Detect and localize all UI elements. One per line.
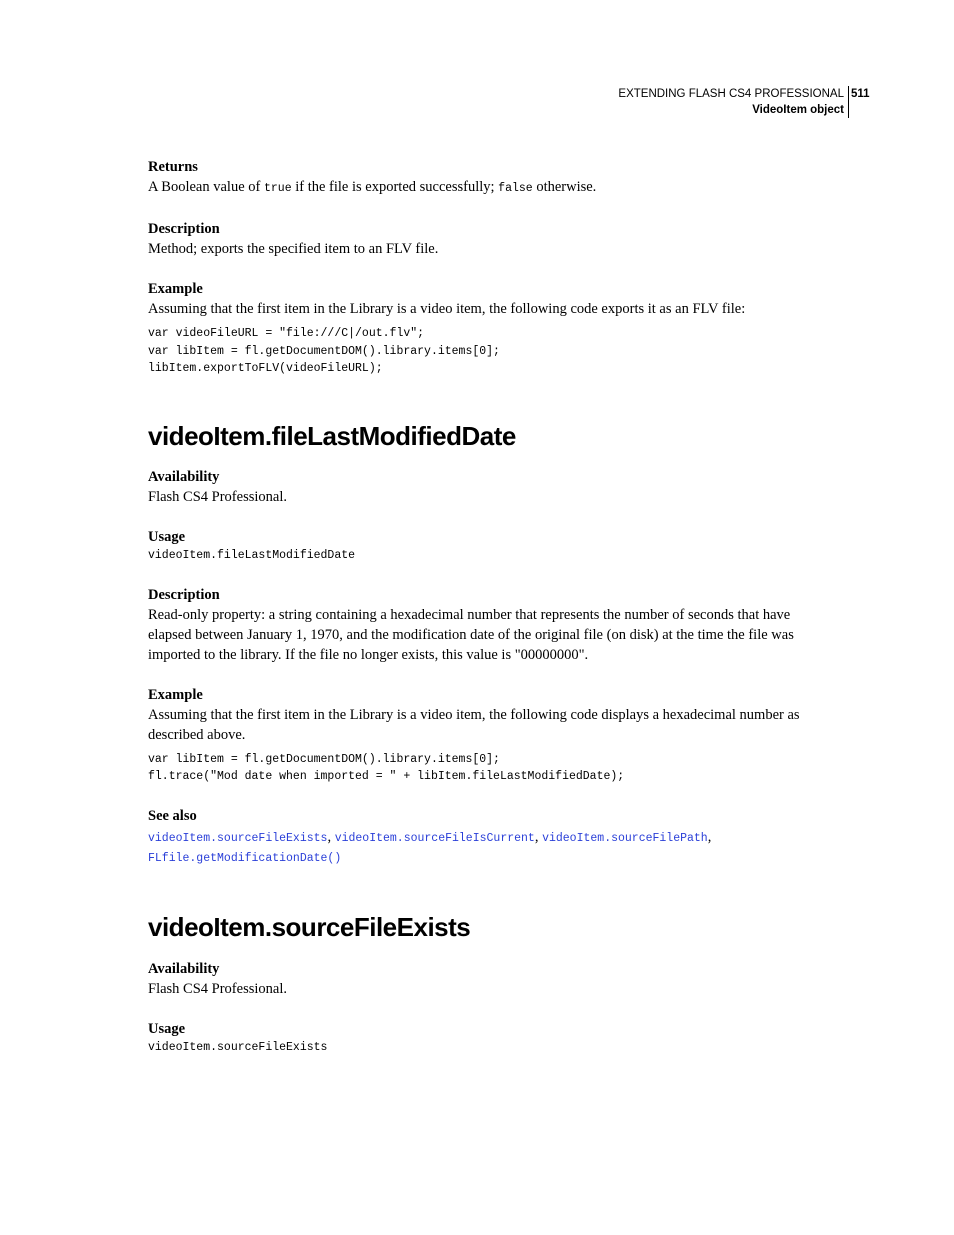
section-heading-sourcefileexists: videoItem.sourceFileExists — [148, 911, 471, 942]
returns-block — [148, 158, 818, 199]
see-also-heading: See also — [148, 807, 197, 824]
example-code: var libItem = fl.getDocumentDOM().library.items[0]; fl.trace("Mod date when imported = " + libItem.fileLastModifiedDate); — [148, 752, 625, 783]
link-sourcefileiscurrent[interactable]: videoItem.sourceFileIsCurrent — [334, 831, 535, 845]
availability-block — [148, 960, 818, 999]
description-text: Method; exports the specified item to an FLV file. — [148, 241, 439, 257]
section-heading-filelastmodifieddate: videoItem.fileLastModifiedDate — [148, 420, 516, 451]
example-heading: Example — [148, 686, 203, 703]
usage-block — [148, 528, 818, 565]
returns-pre: A Boolean value of — [148, 179, 264, 195]
example-block — [148, 686, 818, 786]
availability-heading: Availability — [148, 468, 220, 485]
link-getmodificationdate[interactable]: FLfile.getModificationDate() — [148, 852, 342, 865]
description-heading: Description — [148, 586, 220, 603]
link-separator: , — [707, 828, 712, 845]
code-false: false — [498, 182, 533, 195]
description-heading: Description — [148, 221, 220, 237]
example-code: var videoFileURL = "file:///C|/out.flv"; var libItem = fl.getDocumentDOM().library.items[0]; libItem.exportToFLV(videoFileURL); — [148, 327, 500, 375]
example-block — [148, 280, 818, 378]
returns-text — [148, 177, 818, 199]
usage-block — [148, 1020, 818, 1057]
see-also-links — [148, 828, 818, 869]
description-block — [148, 586, 818, 665]
header-rule — [848, 86, 849, 118]
chapter-title: EXTENDING FLASH CS4 PROFESSIONAL — [618, 88, 844, 100]
page-number: 511 — [851, 88, 870, 100]
usage-heading: Usage — [148, 1020, 186, 1037]
link-separator: , — [327, 828, 335, 845]
example-text: Assuming that the first item in the Library is a video item, the following code displays a hexadecimal number as described above. — [148, 706, 800, 743]
section-title: VideoItem object — [752, 104, 844, 116]
availability-block — [148, 468, 818, 507]
availability-text: Flash CS4 Professional. — [148, 980, 287, 997]
returns-post: otherwise. — [532, 179, 597, 195]
code-true: true — [263, 182, 292, 195]
usage-heading: Usage — [148, 528, 186, 545]
availability-heading: Availability — [148, 960, 220, 977]
returns-heading: Returns — [148, 159, 198, 175]
usage-code: videoItem.sourceFileExists — [148, 1040, 328, 1054]
link-sourcefilepath[interactable]: videoItem.sourceFilePath — [542, 831, 708, 845]
link-separator: , — [534, 828, 543, 845]
link-sourcefileexists[interactable]: videoItem.sourceFileExists — [148, 831, 328, 845]
description-block — [148, 220, 818, 259]
description-text: Read-only property: a string containing a hexadecimal number that represents the number of seconds that have elapsed between January 1, 1970, and the modification date of the original file (on disk) at the time the file was imported to the library. If the file no longer exists, this value is "00000000". — [148, 606, 794, 663]
running-header — [618, 86, 844, 118]
availability-text: Flash CS4 Professional. — [148, 488, 287, 505]
example-heading: Example — [148, 281, 203, 297]
example-text: Assuming that the first item in the Library is a video item, the following code exports it as an FLV file: — [148, 301, 746, 317]
see-also-block — [148, 807, 818, 869]
returns-mid: if the file is exported successfully; — [291, 179, 499, 195]
usage-code: videoItem.fileLastModifiedDate — [148, 548, 356, 562]
page-content — [148, 158, 818, 1078]
